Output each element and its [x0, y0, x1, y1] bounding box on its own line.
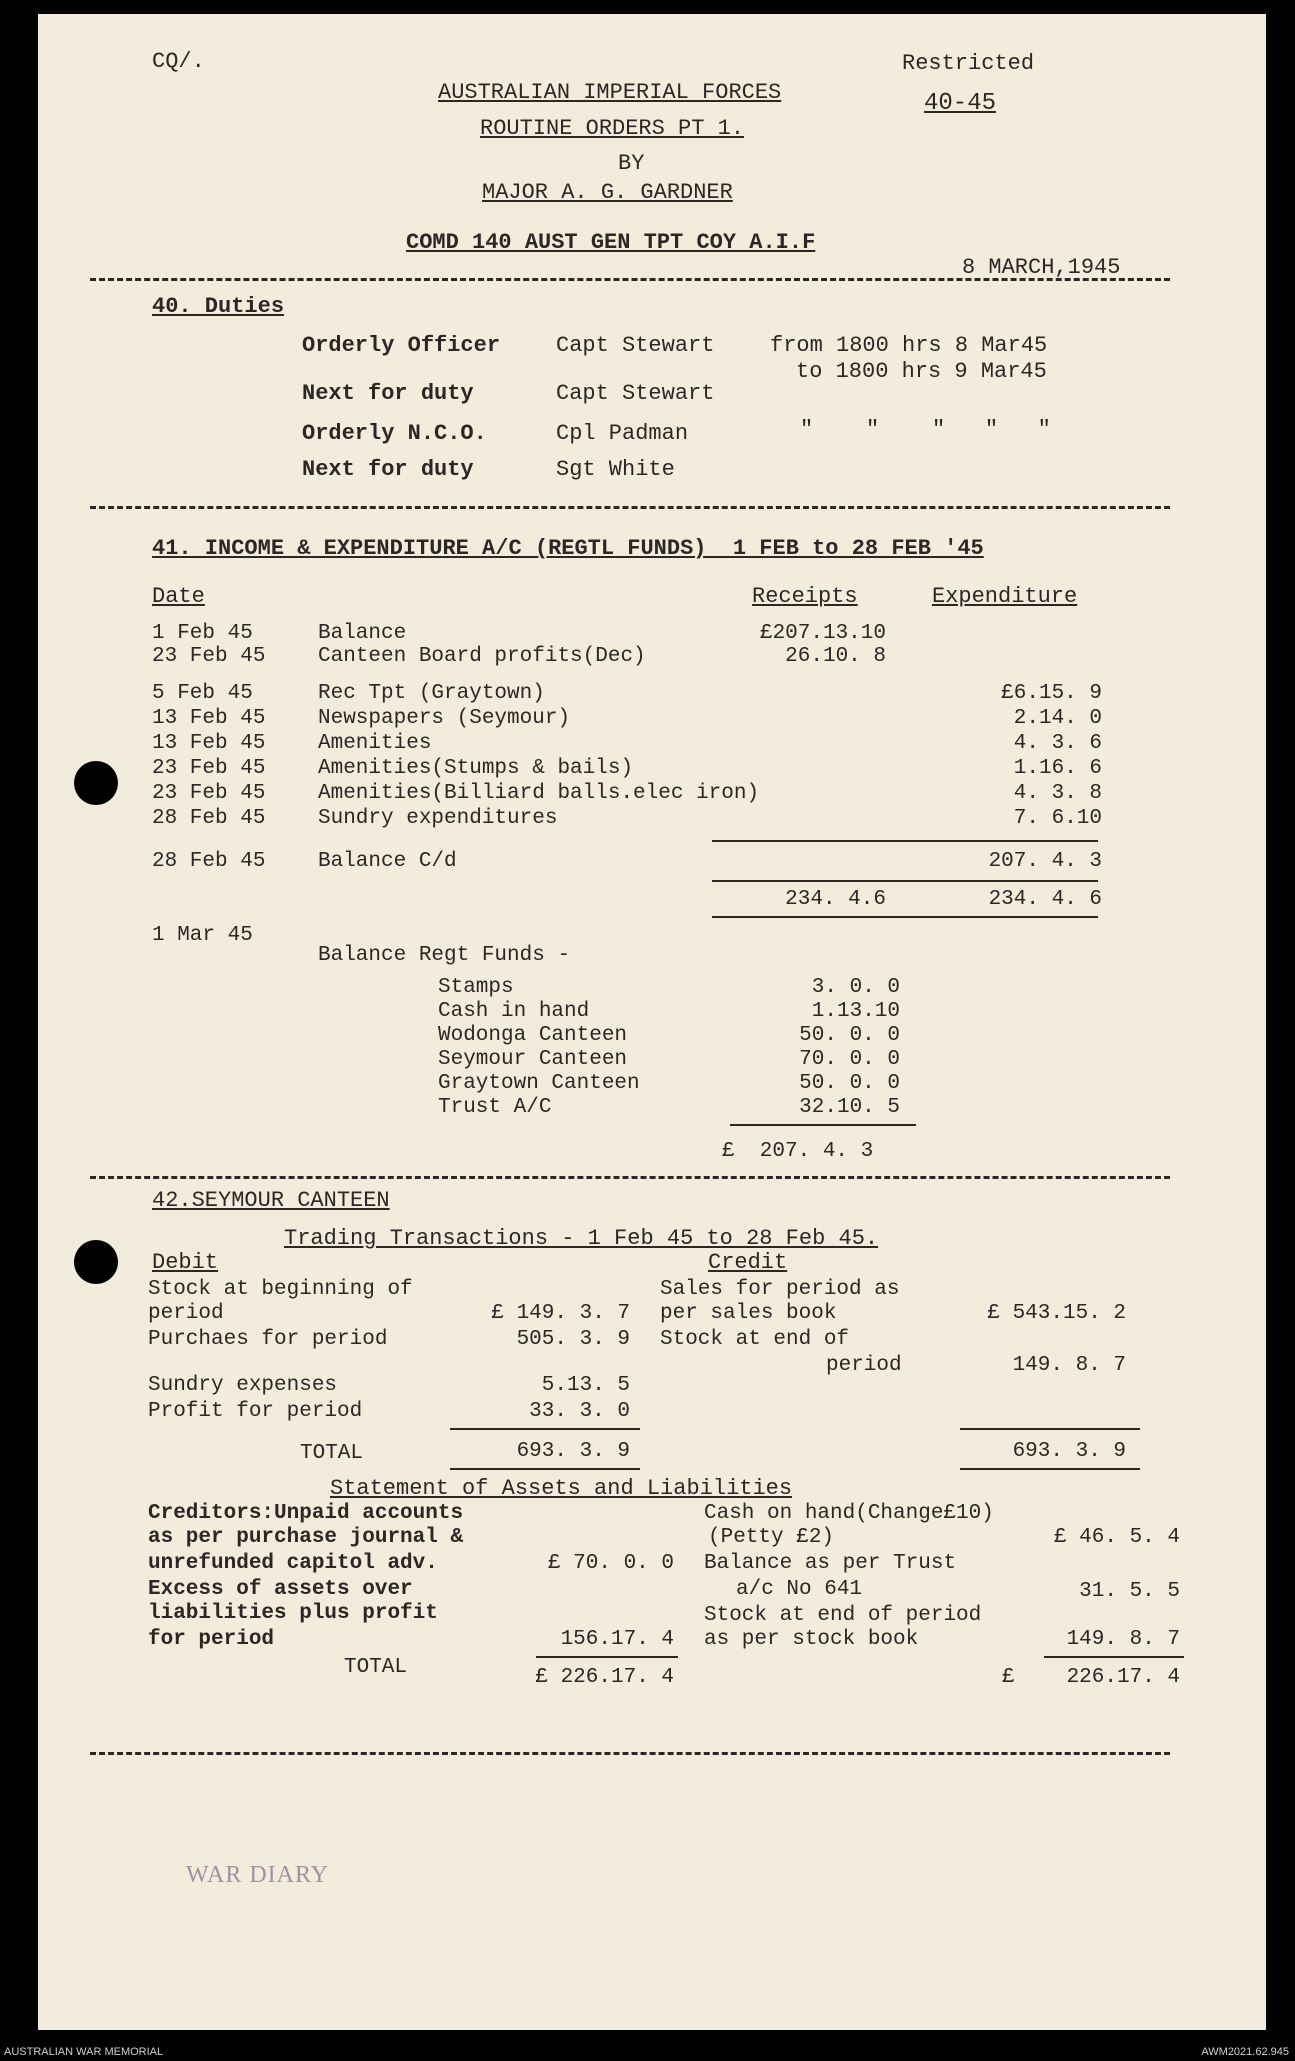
row-desc: Balance [318, 622, 407, 645]
asset-item: as per stock book [704, 1628, 919, 1651]
section-title-income: 41. INCOME & EXPENDITURE A/C (REGTL FUNDS) 1 FEB to 28 FEB '45 [152, 536, 984, 561]
section-title-duties: 40. Duties [152, 294, 285, 319]
liability-item: as per purchase journal & [148, 1526, 464, 1549]
row-expenditure: £6.15. 9 [1001, 682, 1102, 705]
row-desc: Amenities [318, 732, 432, 755]
fund-item: Cash in hand [438, 1000, 590, 1023]
sum-line [450, 1428, 640, 1430]
row-date: 23 Feb 45 [152, 782, 266, 805]
row-date: 5 Feb 45 [152, 682, 253, 705]
row-date: 28 Feb 45 [152, 850, 266, 873]
asset-amount: 149. 8. 7 [1066, 1628, 1180, 1651]
assets-title: Statement of Assets and Liabilities [330, 1476, 793, 1501]
credit-amount: 149. 8. 7 [1012, 1354, 1126, 1377]
row-expenditure: 207. 4. 3 [988, 850, 1102, 873]
header-by: BY [618, 151, 645, 176]
row-desc: Sundry expenditures [318, 807, 558, 830]
classification-label: Restricted [902, 51, 1035, 76]
order-date: 8 MARCH,1945 [962, 255, 1121, 280]
liability-item: liabilities plus profit [148, 1602, 438, 1625]
asset-amount: £ 46. 5. 4 [1053, 1526, 1180, 1549]
row-date: 13 Feb 45 [152, 707, 266, 730]
debit-item: Stock at beginning of [148, 1278, 413, 1301]
debit-total-label: TOTAL [300, 1442, 364, 1465]
debit-amount: £ 149. 3. 7 [491, 1302, 630, 1325]
sum-line [1044, 1656, 1184, 1658]
header-orders: ROUTINE ORDERS PT 1. [480, 116, 745, 141]
column-expenditure: Expenditure [932, 584, 1078, 609]
row-desc: Newspapers (Seymour) [318, 707, 571, 730]
duty-name: Sgt White [556, 457, 675, 482]
duty-role: Next for duty [302, 457, 474, 482]
liability-total: £ 226.17. 4 [535, 1666, 674, 1689]
fund-item: Trust A/C [438, 1096, 552, 1119]
liability-item: for period [148, 1628, 275, 1651]
fund-item: Seymour Canteen [438, 1048, 628, 1071]
punch-hole [74, 1240, 118, 1284]
duty-name: Capt Stewart [556, 333, 715, 358]
funds-total: £ 207. 4. 3 [722, 1140, 874, 1163]
debit-amount: 5.13. 5 [541, 1374, 630, 1397]
fund-amount: 1.13.10 [811, 1000, 900, 1023]
fund-item: Stamps [438, 976, 514, 999]
reference-code: CQ/. [152, 49, 205, 74]
fund-amount: 50. 0. 0 [799, 1024, 900, 1047]
order-number: 40-45 [924, 90, 997, 117]
row-expenditure: 4. 3. 6 [1013, 732, 1102, 755]
asset-item: Cash on hand(Change£10) [704, 1502, 994, 1525]
debit-total: 693. 3. 9 [516, 1440, 630, 1463]
sum-line [960, 1428, 1140, 1430]
fund-amount: 70. 0. 0 [799, 1048, 900, 1071]
liability-amount: 156.17. 4 [560, 1628, 674, 1651]
balance-date: 1 Mar 45 [152, 924, 253, 947]
row-receipts: 26.10. 8 [785, 645, 886, 668]
row-date: 13 Feb 45 [152, 732, 266, 755]
header-unit: COMD 140 AUST GEN TPT COY A.I.F [406, 230, 816, 255]
row-expenditure: 2.14. 0 [1013, 707, 1102, 730]
asset-item: Stock at end of period [704, 1604, 982, 1627]
credit-label: Credit [708, 1250, 788, 1275]
sum-line [712, 840, 1098, 842]
debit-item: period [148, 1302, 224, 1325]
fund-amount: 50. 0. 0 [799, 1072, 900, 1095]
asset-total: 226.17. 4 [1066, 1666, 1180, 1689]
sum-line [712, 880, 1098, 882]
credit-item: per sales book [660, 1302, 837, 1325]
section-title-canteen: 42.SEYMOUR CANTEEN [152, 1188, 390, 1213]
asset-item: (Petty £2) [708, 1526, 835, 1549]
credit-item: Sales for period as [660, 1278, 900, 1301]
footer-source: AUSTRALIAN WAR MEMORIAL [4, 2046, 164, 2058]
debit-amount: 33. 3. 0 [529, 1400, 630, 1423]
divider [90, 1752, 1170, 1755]
punch-hole [74, 761, 118, 805]
credit-amount: £ 543.15. 2 [987, 1302, 1126, 1325]
fund-item: Wodonga Canteen [438, 1024, 628, 1047]
liability-item: Creditors:Unpaid accounts [148, 1502, 464, 1525]
credit-total: 693. 3. 9 [1012, 1440, 1126, 1463]
duty-name: Capt Stewart [556, 381, 715, 406]
fund-amount: 32.10. 5 [799, 1096, 900, 1119]
total-receipts: 234. 4.6 [785, 888, 886, 911]
debit-item: Profit for period [148, 1400, 363, 1423]
balance-title: Balance Regt Funds - [318, 944, 571, 967]
sum-line [536, 1656, 678, 1658]
debit-item: Sundry expenses [148, 1374, 338, 1397]
debit-label: Debit [152, 1250, 219, 1275]
row-expenditure: 4. 3. 8 [1013, 782, 1102, 805]
row-date: 23 Feb 45 [152, 757, 266, 780]
ditto-marks: " " " " " [800, 417, 1051, 442]
total-expenditure: 234. 4. 6 [988, 888, 1102, 911]
column-date: Date [152, 584, 205, 609]
divider [90, 1176, 1170, 1179]
row-date: 1 Feb 45 [152, 622, 253, 645]
header-force: AUSTRALIAN IMPERIAL FORCES [438, 80, 782, 105]
duty-role: Orderly Officer [302, 333, 501, 358]
divider [90, 278, 1170, 281]
row-desc: Amenities(Stumps & bails) [318, 757, 634, 780]
row-desc: Amenities(Billiard balls.elec iron) [318, 782, 760, 805]
sum-line [450, 1468, 640, 1470]
liability-total-label: TOTAL [344, 1656, 408, 1679]
asset-item: a/c No 641 [736, 1578, 863, 1601]
war-diary-stamp: WAR DIARY [186, 1862, 330, 1888]
liability-item: unrefunded capitol adv. [148, 1552, 438, 1575]
credit-item: period [826, 1354, 902, 1377]
row-expenditure: 7. 6.10 [1013, 807, 1102, 830]
divider [90, 506, 1170, 509]
sum-line [730, 1124, 916, 1126]
asset-total-pound: £ [1002, 1666, 1015, 1689]
header-commander: MAJOR A. G. GARDNER [482, 180, 733, 205]
liability-amount: £ 70. 0. 0 [547, 1552, 674, 1575]
row-desc: Rec Tpt (Graytown) [318, 682, 545, 705]
row-date: 28 Feb 45 [152, 807, 266, 830]
trading-title: Trading Transactions - 1 Feb 45 to 28 Feb 45. [284, 1226, 879, 1251]
sum-line [960, 1468, 1140, 1470]
fund-item: Graytown Canteen [438, 1072, 640, 1095]
row-desc: Balance C/d [318, 850, 457, 873]
fund-amount: 3. 0. 0 [811, 976, 900, 999]
duty-role: Next for duty [302, 381, 474, 406]
footer-id: AWM2021.62.945 [1201, 2046, 1289, 2058]
duty-name: Cpl Padman [556, 421, 689, 446]
debit-amount: 505. 3. 9 [516, 1328, 630, 1351]
column-receipts: Receipts [752, 584, 858, 609]
sum-line [712, 916, 1098, 918]
duty-from: from 1800 hrs 8 Mar45 [770, 333, 1048, 358]
debit-item: Purchaes for period [148, 1328, 388, 1351]
asset-item: Balance as per Trust [704, 1552, 957, 1575]
row-expenditure: 1.16. 6 [1013, 757, 1102, 780]
credit-item: Stock at end of [660, 1328, 850, 1351]
duty-role: Orderly N.C.O. [302, 421, 487, 446]
liability-item: Excess of assets over [148, 1578, 413, 1601]
duty-to: to 1800 hrs 9 Mar45 [796, 359, 1047, 384]
row-receipts: £207.13.10 [759, 622, 886, 645]
row-date: 23 Feb 45 [152, 645, 266, 668]
row-desc: Canteen Board profits(Dec) [318, 645, 646, 668]
asset-amount: 31. 5. 5 [1079, 1580, 1180, 1603]
